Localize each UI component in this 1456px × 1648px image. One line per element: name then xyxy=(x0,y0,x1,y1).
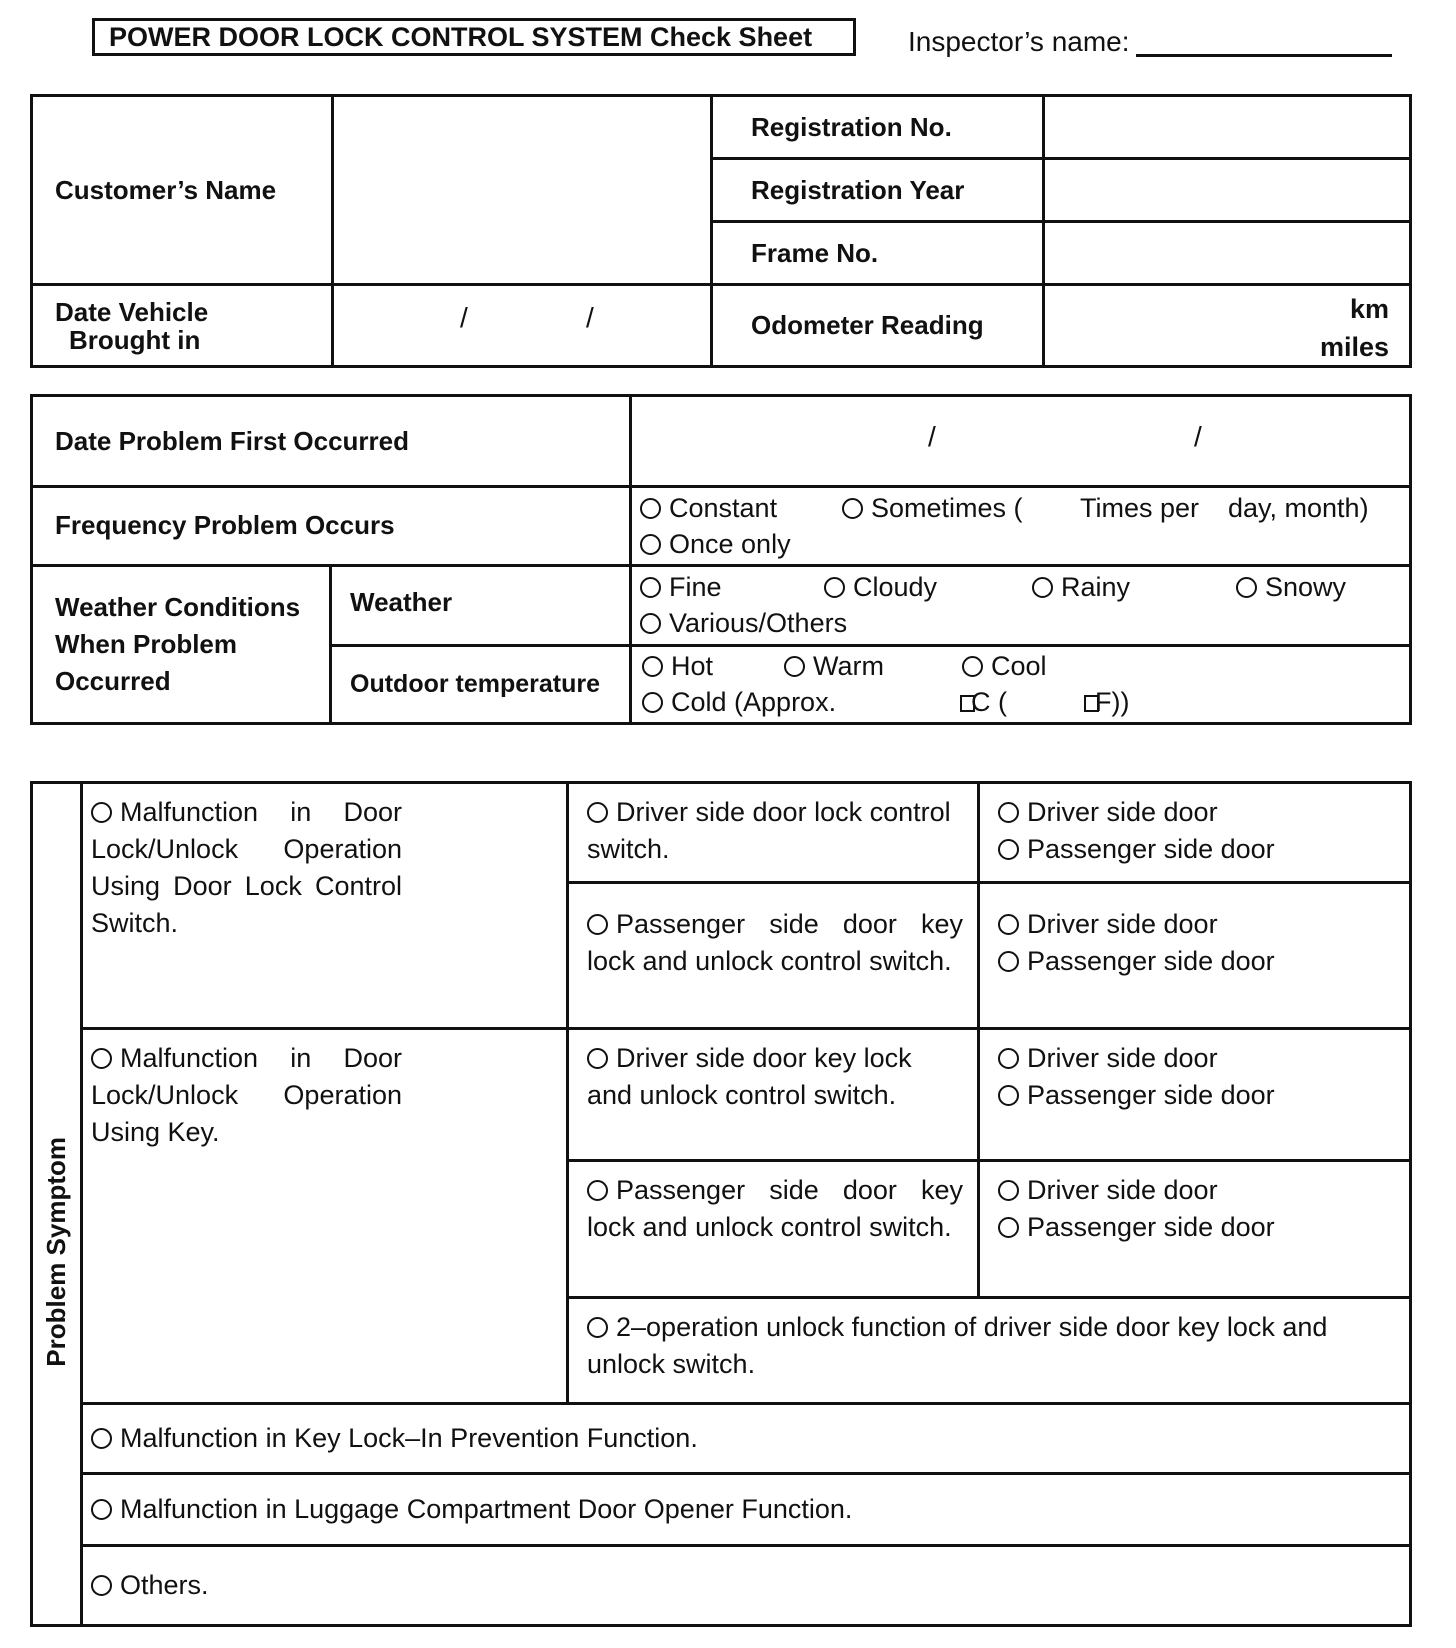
weather-conditions-label xyxy=(32,565,331,724)
item-label: Malfunction in Key Lock–In Prevention Function. xyxy=(120,1422,698,1453)
outdoor-temperature-label: Outdoor temperature xyxy=(331,645,631,723)
radio-icon xyxy=(640,534,661,555)
option-label: Driver side door xyxy=(1027,1043,1218,1074)
unit-celsius-label: C ( xyxy=(971,687,1007,718)
radio-icon xyxy=(842,498,863,519)
option-label: Passenger side door xyxy=(1027,946,1275,977)
radio-icon xyxy=(640,613,661,634)
frequency-period: day, month) xyxy=(1228,492,1369,523)
frequency-times-per: Times per xyxy=(1080,492,1200,523)
radio-icon xyxy=(998,1085,1019,1106)
option-label: Passenger side door xyxy=(1027,1080,1275,1111)
option-label: Cool xyxy=(991,651,1047,682)
item-two-operation-unlock[interactable] xyxy=(568,1297,1411,1403)
item-passenger-key-switch[interactable] xyxy=(568,883,979,1029)
radio-icon xyxy=(998,1180,1019,1201)
radio-icon xyxy=(640,498,661,519)
option-cloudy[interactable] xyxy=(824,569,1032,605)
group-key-operation-label: Malfunction in Door Lock/Unlock Operation Using Key. xyxy=(91,1043,402,1148)
date-brought-label-line2: Brought in xyxy=(69,324,201,355)
radio-icon xyxy=(998,802,1019,823)
item-key-lock-in-prevention[interactable] xyxy=(82,1403,1411,1473)
weather-conditions-line2: When Problem xyxy=(55,628,238,659)
door-choice xyxy=(979,783,1411,883)
radio-icon xyxy=(998,839,1019,860)
option-rainy[interactable] xyxy=(1032,569,1236,605)
group-door-lock-switch-label: Malfunction in Door Lock/Unlock Operation Using Door Lock Control Switch. xyxy=(91,797,402,938)
registration-no-field[interactable] xyxy=(1044,96,1411,159)
radio-icon xyxy=(642,656,663,677)
date-brought-field[interactable] xyxy=(333,285,712,367)
radio-icon xyxy=(91,1428,112,1449)
radio-icon xyxy=(587,1180,608,1201)
radio-icon xyxy=(587,914,608,935)
item-label: Driver side door lock control switch. xyxy=(587,797,951,864)
radio-icon xyxy=(587,1317,608,1338)
option-hot[interactable] xyxy=(642,648,784,684)
option-once-only[interactable] xyxy=(640,526,791,562)
registration-no-label: Registration No. xyxy=(712,96,1044,159)
option-label: Driver side door xyxy=(1027,1175,1218,1206)
radio-icon xyxy=(91,1499,112,1520)
date-separator: / xyxy=(928,421,936,452)
option-label: Hot xyxy=(671,651,714,682)
option-snowy[interactable] xyxy=(1236,569,1346,605)
conditions-table xyxy=(30,394,1412,725)
option-label: Driver side door xyxy=(1027,909,1218,940)
unit-fahrenheit-label: F)) xyxy=(1095,687,1130,718)
item-passenger-key-switch[interactable] xyxy=(568,1161,979,1297)
door-choice xyxy=(979,1029,1411,1161)
option-driver-side-door[interactable] xyxy=(998,1040,1395,1077)
option-label: Rainy xyxy=(1061,572,1131,603)
radio-icon xyxy=(784,656,805,677)
problem-symptom-table xyxy=(30,781,1412,1627)
item-driver-lock-control-switch[interactable] xyxy=(568,783,979,883)
unit-fahrenheit xyxy=(1084,684,1129,720)
door-choice xyxy=(979,1161,1411,1297)
option-label: Passenger side door xyxy=(1027,1212,1275,1243)
unit-celsius xyxy=(960,684,1084,720)
option-driver-side-door[interactable] xyxy=(998,906,1395,943)
option-passenger-side-door[interactable] xyxy=(998,831,1395,868)
option-label: Driver side door xyxy=(1027,797,1218,827)
date-first-occurred-field[interactable] xyxy=(631,396,1411,487)
date-separator: / xyxy=(586,302,594,333)
option-constant[interactable] xyxy=(640,490,842,526)
radio-icon xyxy=(642,692,663,713)
radio-icon xyxy=(91,1575,112,1596)
item-label: Malfunction in Luggage Compartment Door Opener Function. xyxy=(120,1493,853,1524)
option-label: Once only xyxy=(669,528,791,559)
radio-icon xyxy=(91,802,112,823)
registration-year-field[interactable] xyxy=(1044,159,1411,222)
item-label: 2–operation unlock function of driver side door key lock and unlock switch. xyxy=(587,1311,1328,1379)
problem-symptom-label xyxy=(32,783,82,1626)
customer-name-field[interactable] xyxy=(333,96,712,285)
option-passenger-side-door[interactable] xyxy=(998,943,1395,980)
vehicle-info-table xyxy=(30,94,1412,368)
item-label: Others. xyxy=(120,1569,209,1600)
frame-no-label: Frame No. xyxy=(712,222,1044,285)
option-driver-side-door[interactable] xyxy=(998,1172,1395,1209)
radio-icon xyxy=(998,1217,1019,1238)
option-label: Snowy xyxy=(1265,572,1347,603)
door-choice xyxy=(979,883,1411,1029)
weather-label: Weather xyxy=(331,565,631,645)
option-various-others[interactable] xyxy=(640,605,847,641)
customer-name-label: Customer’s Name xyxy=(32,96,333,285)
item-label: Passenger side door key lock and unlock control switch. xyxy=(587,1175,963,1243)
radio-icon xyxy=(962,656,983,677)
sheet-title: POWER DOOR LOCK CONTROL SYSTEM Check Sheet xyxy=(92,18,856,56)
group-door-lock-switch[interactable] xyxy=(82,783,568,1029)
option-label: Sometimes ( xyxy=(871,492,1023,523)
odometer-label: Odometer Reading xyxy=(712,285,1044,367)
option-label: Cold (Approx. xyxy=(671,687,837,718)
option-label: Constant xyxy=(669,492,778,523)
option-label: Warm xyxy=(813,651,884,682)
radio-icon xyxy=(1236,577,1257,598)
option-label: Cloudy xyxy=(853,572,938,603)
radio-icon xyxy=(998,951,1019,972)
unit-km: km xyxy=(1349,294,1389,324)
weather-conditions-line1: Weather Conditions xyxy=(55,591,301,622)
odometer-field[interactable] xyxy=(1044,285,1411,367)
date-separator: / xyxy=(460,302,468,333)
radio-icon xyxy=(91,1048,112,1069)
radio-icon xyxy=(998,1048,1019,1069)
option-driver-side-door[interactable] xyxy=(998,794,1395,831)
option-cold[interactable] xyxy=(642,684,960,720)
item-luggage-door-opener[interactable] xyxy=(82,1473,1411,1545)
date-brought-label xyxy=(32,285,333,367)
option-label: Various/Others xyxy=(669,608,848,639)
problem-symptom-text: Problem Symptom xyxy=(41,1136,71,1367)
date-brought-label-line1: Date Vehicle xyxy=(55,296,209,327)
radio-icon xyxy=(998,914,1019,935)
unit-miles: miles xyxy=(1319,332,1389,362)
group-key-operation[interactable] xyxy=(82,1029,568,1403)
option-warm[interactable] xyxy=(784,648,962,684)
item-label: Passenger side door key lock and unlock control switch. xyxy=(587,909,963,977)
date-separator: / xyxy=(1194,421,1202,452)
inspector-name-field[interactable] xyxy=(1136,54,1392,57)
option-label: Passenger side door xyxy=(1027,834,1275,864)
inspector-name-label: Inspector’s name: xyxy=(908,26,1130,57)
option-fine[interactable] xyxy=(640,569,824,605)
option-label: Fine xyxy=(669,572,722,603)
option-cool[interactable] xyxy=(962,648,1047,684)
radio-icon xyxy=(587,802,608,823)
item-label: Driver side door key lock and unlock control switch. xyxy=(587,1043,912,1111)
radio-icon xyxy=(587,1048,608,1069)
radio-icon xyxy=(1032,577,1053,598)
registration-year-label: Registration Year xyxy=(712,159,1044,222)
frame-no-field[interactable] xyxy=(1044,222,1411,285)
frequency-label: Frequency Problem Occurs xyxy=(32,487,631,565)
option-sometimes[interactable] xyxy=(842,490,1080,526)
item-others[interactable] xyxy=(82,1545,1411,1625)
option-passenger-side-door[interactable] xyxy=(998,1209,1395,1246)
radio-icon xyxy=(824,577,845,598)
date-first-occurred-label: Date Problem First Occurred xyxy=(32,396,631,487)
radio-icon xyxy=(640,577,661,598)
item-driver-key-switch[interactable] xyxy=(568,1029,979,1161)
option-passenger-side-door[interactable] xyxy=(998,1077,1395,1114)
weather-conditions-line3: Occurred xyxy=(55,665,171,696)
